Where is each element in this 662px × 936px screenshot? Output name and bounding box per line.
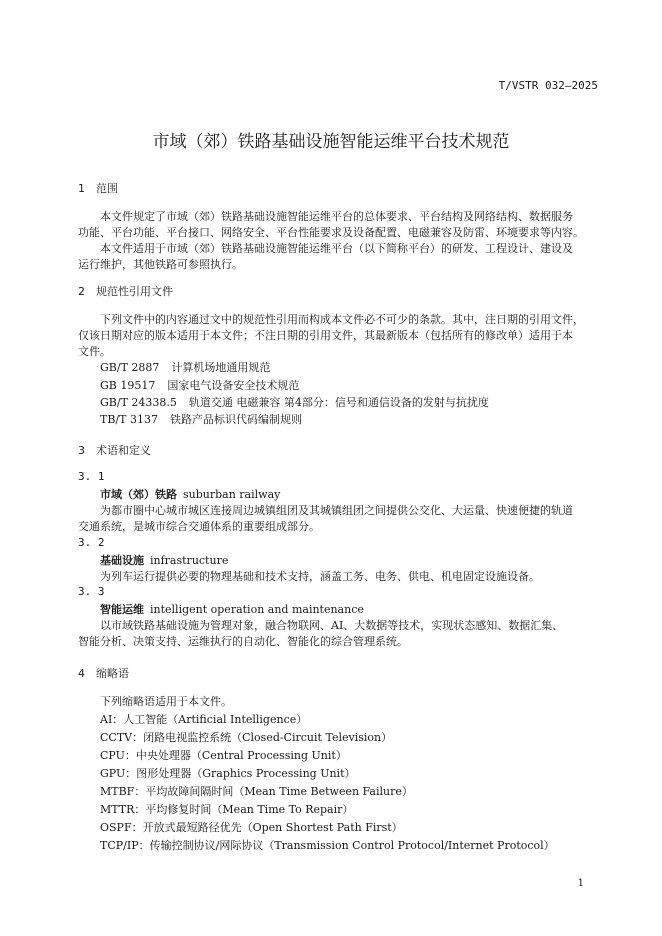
abbreviation-item: CCTV：闭路电视监控系统（Closed-Circuit Television） (100, 731, 393, 744)
term-english: infrastructure (150, 554, 229, 567)
section-heading-scope (78, 180, 118, 196)
term-chinese: 智能运维 (100, 603, 144, 616)
section-title: 规范性引用文件 (96, 285, 173, 298)
abbreviation-item: OSPF：开放式最短路径优先（Open Shortest Path First） (100, 821, 403, 834)
section-title: 术语和定义 (96, 444, 151, 457)
page-number: 1 (577, 878, 584, 889)
reference-title: 计算机场地通用规范 (171, 361, 271, 374)
definition-line: 为列车运行提供必要的物理基础和技术支持，涵盖工务、电务、供电、机电固定设施设备。 (100, 570, 540, 583)
section-heading-abbreviations (78, 665, 129, 681)
definition-line: 为都市圈中心城市城区连接周边城镇组团及其城镇组团之间提供公交化、大运量、快速便捷的轨道 (100, 504, 573, 517)
clause-number: 3. 3 (78, 585, 105, 598)
paragraph-line: 本文件适用于市域（郊）铁路基础设施智能运维平台（以下简称平台）的研发、工程设计、建设及 (100, 242, 573, 255)
reference-item (100, 359, 270, 375)
section-number: 3 (78, 444, 85, 457)
section-heading-normative-references (78, 283, 173, 299)
abbreviation-item: GPU：图形处理器（Graphics Processing Unit） (100, 767, 356, 780)
reference-title: 国家电气设备安全技术规范 (167, 379, 300, 392)
abbreviation-item: MTBF：平均故障间隔时间（Mean Time Between Failure） (100, 785, 413, 798)
paragraph-line: 仅该日期对应的版本适用于本文件；不注日期的引用文件，其最新版本（包括所有的修改单）适用于本 (78, 329, 573, 342)
section-number: 1 (78, 182, 85, 195)
abbreviation-item: TCP/IP：传输控制协议/网际协议（Transmission Control Protocol/Internet Protocol） (100, 839, 555, 852)
abbreviation-item: AI：人工智能（Artificial Intelligence） (100, 713, 308, 726)
reference-title: 轨道交通 电磁兼容 第4部分：信号和通信设备的发射与抗扰度 (188, 396, 489, 409)
section-number: 2 (78, 285, 85, 298)
definition-line: 以市域铁路基础设施为管理对象，融合物联网、AI、大数据等技术，实现状态感知、数据汇集、 (100, 619, 564, 632)
clause-number: 3. 2 (78, 536, 105, 549)
abbreviation-item: MTTR：平均修复时间（Mean Time To Repair） (100, 803, 354, 816)
term-entry (100, 486, 280, 502)
paragraph-line: 本文件规定了市域（郊）铁路基础设施智能运维平台的总体要求、平台结构及网络结构、数据服务 (100, 210, 573, 223)
definition-line: 智能分析、决策支持、运维执行的自动化、智能化的综合管理系统。 (78, 635, 408, 648)
abbreviation-intro: 下列缩略语适用于本文件。 (100, 695, 232, 708)
document-code: T/VSTR 032—2025 (498, 79, 598, 92)
paragraph-line: 文件。 (78, 345, 111, 358)
section-title: 范围 (96, 182, 118, 195)
reference-code: GB/T 2887 (100, 361, 160, 374)
paragraph-line: 下列文件中的内容通过文中的规范性引用而构成本文件必不可少的条款。其中，注日期的引用文件， (100, 313, 584, 326)
section-number: 4 (78, 667, 85, 680)
reference-item (100, 394, 489, 410)
term-entry (100, 552, 228, 568)
section-heading-terms-definitions (78, 442, 151, 458)
term-english: suburban railway (183, 488, 281, 501)
reference-item (100, 411, 302, 427)
term-entry (100, 601, 364, 617)
section-title: 缩略语 (96, 667, 129, 680)
abbreviation-item: CPU：中央处理器（Central Processing Unit） (100, 749, 347, 762)
clause-number: 3. 1 (78, 470, 105, 483)
term-english: intelligent operation and maintenance (150, 603, 364, 616)
reference-code: TB/T 3137 (100, 413, 158, 426)
reference-title: 铁路产品标识代码编制规则 (169, 413, 302, 426)
reference-item (100, 377, 299, 393)
paragraph-line: 运行维护，其他铁路可参照执行。 (78, 258, 243, 271)
document-title: 市域（郊）铁路基础设施智能运维平台技术规范 (152, 132, 510, 152)
definition-line: 交通系统，是城市综合交通体系的重要组成部分。 (78, 520, 320, 533)
paragraph-line: 功能、平台功能、平台接口、网络安全、平台性能要求及设备配置、电磁兼容及防雷、环境要求等内容。 (78, 226, 584, 239)
term-chinese: 市域（郊）铁路 (100, 488, 177, 501)
reference-code: GB/T 24338.5 (100, 396, 177, 409)
reference-code: GB 19517 (100, 379, 156, 392)
term-chinese: 基础设施 (100, 554, 144, 567)
